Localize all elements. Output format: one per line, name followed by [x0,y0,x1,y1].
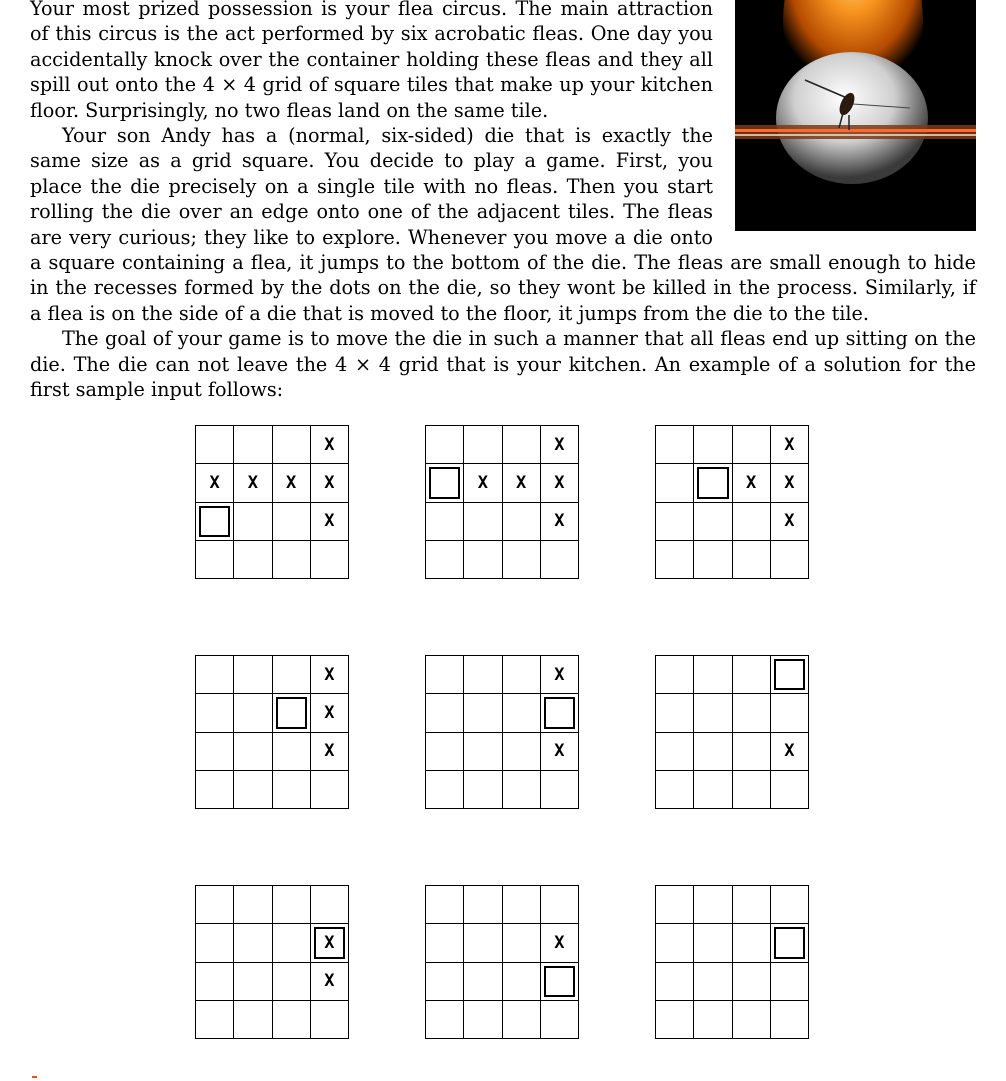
flea-mark: X [324,971,335,992]
floor-tile [694,886,732,924]
floor-tile [311,541,349,579]
flea-mark: X [324,511,335,532]
flea-tile [464,464,502,502]
flea-mark: X [746,472,757,493]
flea-tile [311,426,349,464]
step-grid-5 [425,655,579,809]
floor-tile [273,963,311,1001]
floor-tile [503,1001,541,1039]
problem-statement [30,0,976,403]
die-tile [196,503,234,541]
flea-tile [541,503,579,541]
die-tile [273,694,311,732]
floor-tile [541,541,579,579]
flea-tile [503,464,541,502]
floor-tile [273,771,311,809]
floor-tile [196,541,234,579]
floor-tile [771,963,809,1001]
step-grid-1 [195,425,349,579]
floor-tile [234,963,272,1001]
floor-tile [196,656,234,694]
floor-tile [234,541,272,579]
floor-tile [196,771,234,809]
floor-tile [733,656,771,694]
flea-mark: X [554,741,565,762]
floor-tile [694,503,732,541]
floor-tile [771,1001,809,1039]
floor-tile [694,541,732,579]
floor-tile [694,694,732,732]
floor-tile [656,963,694,1001]
floor-tile [234,924,272,962]
die-tile [694,464,732,502]
flea-tile [311,464,349,502]
floor-tile [273,733,311,771]
flea-tile [541,656,579,694]
flea-mark: X [554,472,565,493]
floor-tile [733,963,771,1001]
floor-tile [273,1001,311,1039]
flea-tile [771,503,809,541]
flea-tile [311,733,349,771]
floor-tile [503,924,541,962]
floor-tile [464,541,502,579]
floor-tile [426,924,464,962]
die-tile [426,464,464,502]
floor-tile [234,771,272,809]
floor-tile [426,886,464,924]
floor-tile [503,656,541,694]
flea-tile [541,464,579,502]
flea-mark: X [784,741,795,762]
flea-tile [311,503,349,541]
floor-tile [694,733,732,771]
flea-tile [541,924,579,962]
floor-tile [733,771,771,809]
floor-tile [196,733,234,771]
die-tile [771,924,809,962]
floor-tile [464,1001,502,1039]
flea-icon [735,0,976,231]
floor-tile [426,963,464,1001]
floor-tile [541,886,579,924]
floor-tile [426,503,464,541]
floor-tile [503,503,541,541]
floor-tile [234,426,272,464]
floor-tile [656,1001,694,1039]
floor-tile [273,656,311,694]
floor-tile [464,886,502,924]
flea-tile [311,656,349,694]
paragraph-intro: Your most prized possession is your flea circus. The main attraction of this circus is the act performed by six acrobatic fleas. One day you accidentally knock over the container holding these fleas and they all spill out onto the 4 × 4 grid of square tiles that make up your kitchen floor. Surprisingly, no two fleas land on the same tile. [30,0,713,122]
flea-mark: X [554,511,565,532]
floor-tile [503,694,541,732]
floor-tile [541,771,579,809]
floor-tile [733,503,771,541]
floor-tile [656,771,694,809]
floor-tile [656,503,694,541]
floor-tile [273,924,311,962]
step-grid-7 [195,885,349,1039]
flea-tile [771,733,809,771]
floor-tile [234,886,272,924]
floor-tile [464,924,502,962]
floor-tile [426,656,464,694]
flea-mark: X [247,472,258,493]
floor-tile [733,1001,771,1039]
flea-mark: X [554,932,565,953]
floor-tile [426,694,464,732]
die-tile [541,694,579,732]
floor-tile [464,771,502,809]
floor-tile [771,771,809,809]
footer-mark [32,1076,37,1078]
die-on-flea-tile [311,924,349,962]
floor-tile [196,694,234,732]
die-tile [771,656,809,694]
floor-tile [464,656,502,694]
flea-tile [771,464,809,502]
flea-mark: X [477,472,488,493]
floor-tile [426,771,464,809]
flea-mark: X [784,511,795,532]
die-tile [541,963,579,1001]
floor-tile [464,503,502,541]
floor-tile [733,541,771,579]
floor-tile [656,924,694,962]
floor-tile [503,733,541,771]
flea-mark: X [554,434,565,455]
floor-tile [464,963,502,1001]
floor-tile [656,656,694,694]
flea-tile [311,694,349,732]
paragraph-rules: Your son Andy has a (normal, six-sided) die that is exactly the same size as a grid square. You decide to play a game. First, you place the die precisely on a single tile with no fleas. Then you start rolling the die over an edge onto one of the adjacent tiles. The fleas are very curious; they like to explore. Whenever you move a die onto a square containing a flea, it jumps to the bottom of the die. The fleas are small enough to hide in the recesses formed by the dots on the die, so they wont be killed in the process. Similarly, if a flea is on the side of a die that is moved to the floor, it jumps from the die to the tile. [30,124,976,325]
flea-tile [311,963,349,1001]
floor-tile [656,886,694,924]
floor-tile [464,733,502,771]
floor-tile [234,733,272,771]
floor-tile [656,733,694,771]
floor-tile [426,1001,464,1039]
floor-tile [196,963,234,1001]
floor-tile [234,656,272,694]
flea-mark: X [286,472,297,493]
floor-tile [426,541,464,579]
floor-tile [196,886,234,924]
flea-mark: X [516,472,527,493]
floor-tile [311,1001,349,1039]
floor-tile [656,541,694,579]
step-grid-4 [195,655,349,809]
flea-tile [541,426,579,464]
floor-tile [503,963,541,1001]
paragraph-goal: The goal of your game is to move the die in such a manner that all fleas end up sitting on the die. The die can not leave the 4 × 4 grid that is your kitchen. An example of a solution for the first sample input follows: [30,327,976,402]
floor-tile [234,1001,272,1039]
flea-circus-photo [735,0,976,231]
flea-tile [733,464,771,502]
floor-tile [311,886,349,924]
floor-tile [771,541,809,579]
flea-tile [541,733,579,771]
floor-tile [656,464,694,502]
flea-mark: X [784,434,795,455]
floor-tile [733,694,771,732]
floor-tile [541,1001,579,1039]
flea-tile [273,464,311,502]
floor-tile [694,771,732,809]
floor-tile [196,924,234,962]
floor-tile [694,924,732,962]
flea-mark: X [324,741,335,762]
floor-tile [733,886,771,924]
floor-tile [273,541,311,579]
floor-tile [771,694,809,732]
flea-mark: X [324,932,335,953]
flea-mark: X [554,664,565,685]
floor-tile [656,694,694,732]
floor-tile [196,426,234,464]
flea-mark: X [324,702,335,723]
floor-tile [196,1001,234,1039]
step-grid-6 [655,655,809,809]
floor-tile [503,771,541,809]
flea-mark: X [209,472,220,493]
floor-tile [694,1001,732,1039]
floor-tile [464,694,502,732]
flea-mark: X [324,434,335,455]
flea-tile [234,464,272,502]
floor-tile [426,426,464,464]
flea-tile [196,464,234,502]
floor-tile [503,426,541,464]
flea-mark: X [324,664,335,685]
floor-tile [426,733,464,771]
step-grid-9 [655,885,809,1039]
floor-tile [273,426,311,464]
floor-tile [503,886,541,924]
floor-tile [656,426,694,464]
step-grid-3 [655,425,809,579]
floor-tile [771,886,809,924]
floor-tile [733,924,771,962]
floor-tile [311,771,349,809]
step-grid-8 [425,885,579,1039]
floor-tile [694,426,732,464]
floor-tile [273,503,311,541]
floor-tile [694,963,732,1001]
floor-tile [464,426,502,464]
floor-tile [234,694,272,732]
flea-mark: X [324,472,335,493]
step-grid-2 [425,425,579,579]
floor-tile [733,426,771,464]
flea-mark: X [784,472,795,493]
floor-tile [694,656,732,694]
floor-tile [234,503,272,541]
flea-tile [771,426,809,464]
floor-tile [273,886,311,924]
floor-tile [733,733,771,771]
floor-tile [503,541,541,579]
